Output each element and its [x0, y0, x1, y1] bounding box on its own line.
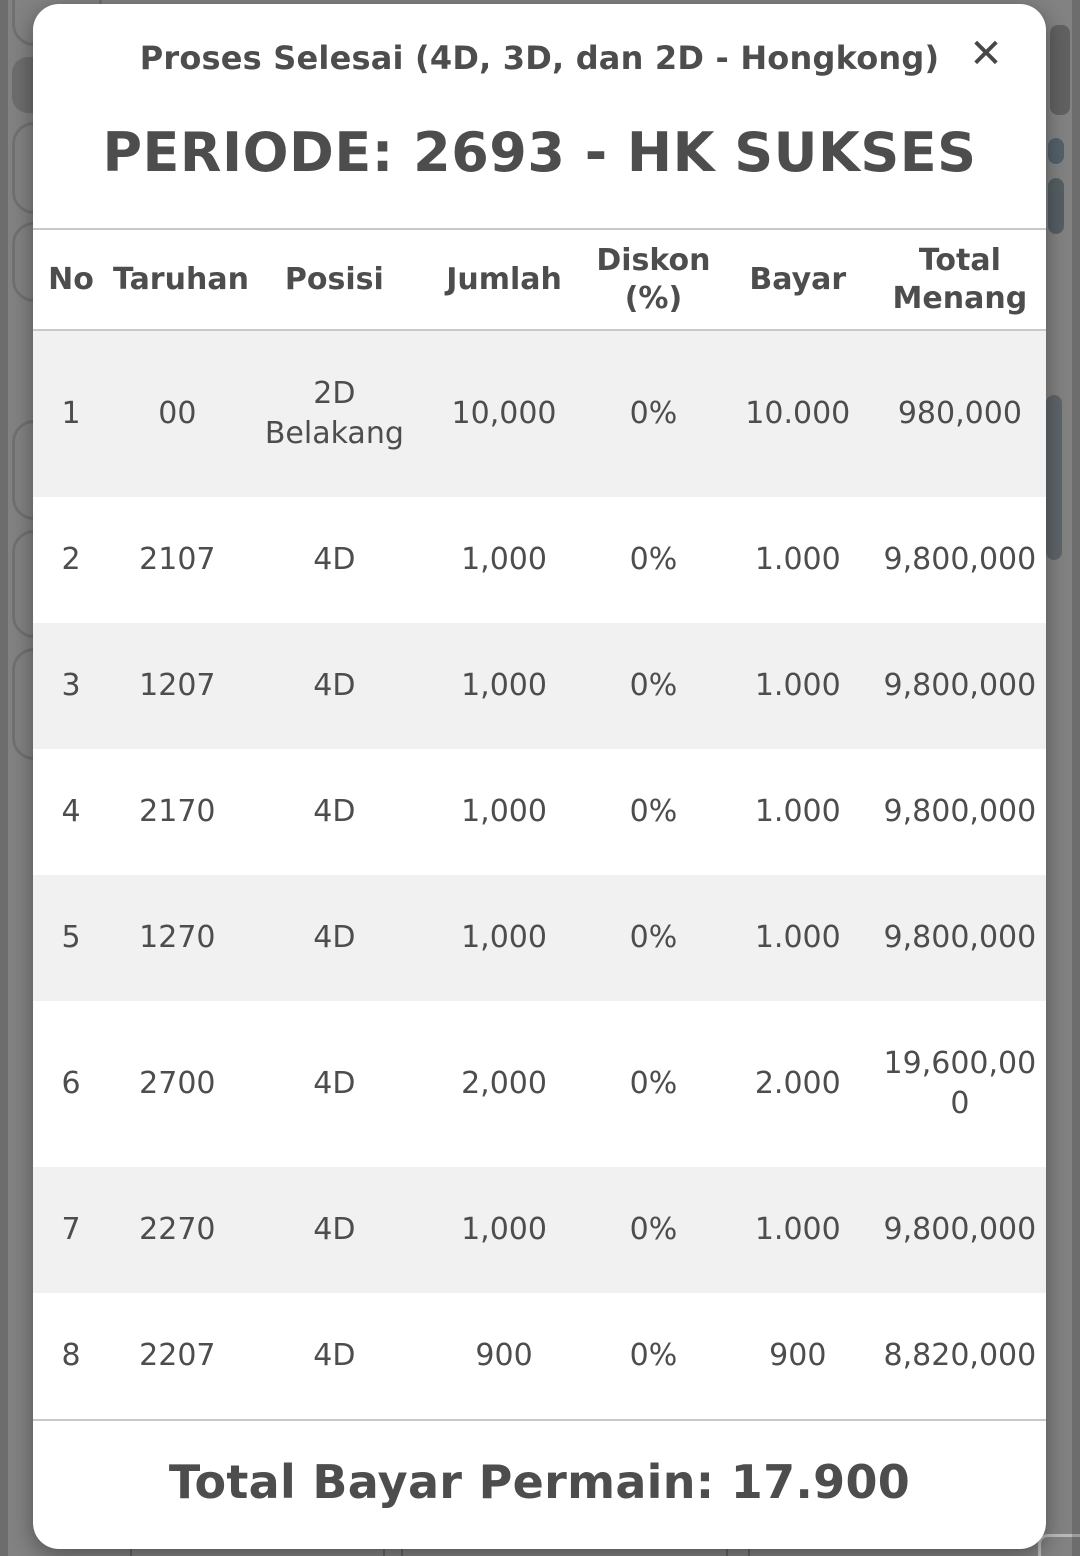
table-row — [33, 623, 1046, 749]
cell-total-menang: 19,600,000 — [883, 1046, 1037, 1122]
modal-header — [33, 4, 1046, 77]
cell-jumlah: 1,000 — [461, 668, 547, 704]
column-header-jumlah: Jumlah — [446, 261, 562, 297]
table-row — [33, 875, 1046, 1001]
cell-diskon: 0% — [629, 396, 678, 432]
cell-taruhan: 2170 — [139, 794, 216, 830]
cell-posisi: 2D Belakang — [264, 376, 404, 452]
cell-jumlah: 1,000 — [461, 920, 547, 956]
cell-no: 8 — [61, 1338, 81, 1374]
column-header-taruhan: Taruhan — [112, 261, 249, 297]
table-row — [33, 1167, 1046, 1293]
cell-total-menang: 9,800,000 — [883, 920, 1037, 956]
table-row — [33, 1293, 1046, 1419]
table-row — [33, 497, 1046, 623]
cell-taruhan: 2270 — [139, 1212, 216, 1248]
column-header-bayar: Bayar — [749, 261, 847, 297]
cell-total-menang: 9,800,000 — [883, 542, 1037, 578]
cell-jumlah: 900 — [475, 1338, 533, 1374]
cell-taruhan: 00 — [158, 396, 197, 432]
cell-jumlah: 1,000 — [461, 794, 547, 830]
cell-jumlah: 1,000 — [461, 542, 547, 578]
cell-total-menang: 8,820,000 — [883, 1338, 1037, 1374]
cell-total-menang: 980,000 — [897, 396, 1022, 432]
cell-total-menang: 9,800,000 — [883, 1212, 1037, 1248]
backdrop-element — [1048, 178, 1064, 234]
cell-posisi: 4D — [313, 1212, 356, 1248]
table-body — [33, 330, 1046, 1419]
cell-posisi: 4D — [313, 542, 356, 578]
cell-taruhan: 1207 — [139, 668, 216, 704]
backdrop-element — [1038, 1534, 1080, 1556]
backdrop-element — [0, 0, 8, 1556]
cell-taruhan: 2207 — [139, 1338, 216, 1374]
cell-taruhan: 2107 — [139, 542, 216, 578]
cell-no: 7 — [61, 1212, 81, 1248]
table-header-row — [33, 229, 1046, 330]
cell-diskon: 0% — [629, 794, 678, 830]
cell-bayar: 1.000 — [754, 668, 841, 704]
backdrop-element — [1048, 138, 1064, 164]
cell-taruhan: 1270 — [139, 920, 216, 956]
backdrop-element — [1046, 395, 1062, 560]
modal-title: Proses Selesai (4D, 3D, dan 2D - Hongkong) — [139, 39, 940, 77]
column-header-no: No — [48, 261, 94, 297]
process-complete-modal — [33, 4, 1046, 1549]
cell-bayar: 900 — [769, 1338, 827, 1374]
cell-posisi: 4D — [313, 1066, 356, 1102]
cell-taruhan: 2700 — [139, 1066, 216, 1102]
close-icon: ✕ — [969, 31, 1003, 77]
cell-bayar: 1.000 — [754, 920, 841, 956]
total-bayar-text: Total Bayar Permain: 17.900 — [168, 1455, 911, 1510]
cell-no: 1 — [61, 396, 81, 432]
cell-diskon: 0% — [629, 1212, 678, 1248]
periode-heading: PERIODE: 2693 - HK SUKSES — [102, 120, 977, 184]
modal-footer — [33, 1419, 1046, 1509]
cell-diskon: 0% — [629, 1066, 678, 1102]
cell-no: 5 — [61, 920, 81, 956]
cell-no: 6 — [61, 1066, 81, 1102]
cell-jumlah: 1,000 — [461, 1212, 547, 1248]
cell-diskon: 0% — [629, 542, 678, 578]
table-row — [33, 749, 1046, 875]
cell-total-menang: 9,800,000 — [883, 794, 1037, 830]
cell-posisi: 4D — [313, 794, 356, 830]
table-row — [33, 330, 1046, 497]
backdrop-element — [1050, 25, 1070, 115]
cell-diskon: 0% — [629, 1338, 678, 1374]
table-row — [33, 1001, 1046, 1167]
close-button[interactable] — [960, 28, 1012, 80]
cell-posisi: 4D — [313, 1338, 356, 1374]
cell-bayar: 10.000 — [745, 396, 851, 432]
cell-bayar: 1.000 — [754, 542, 841, 578]
cell-jumlah: 2,000 — [461, 1066, 547, 1102]
cell-bayar: 1.000 — [754, 794, 841, 830]
cell-posisi: 4D — [313, 668, 356, 704]
cell-posisi: 4D — [313, 920, 356, 956]
cell-total-menang: 9,800,000 — [883, 668, 1037, 704]
cell-diskon: 0% — [629, 668, 678, 704]
cell-bayar: 2.000 — [754, 1066, 841, 1102]
column-header-total-menang: Total Menang — [892, 243, 1028, 316]
column-header-diskon: Diskon (%) — [596, 243, 711, 316]
bets-table — [33, 228, 1046, 1419]
cell-no: 2 — [61, 542, 81, 578]
backdrop-element — [1072, 0, 1080, 1556]
cell-jumlah: 10,000 — [451, 396, 557, 432]
cell-diskon: 0% — [629, 920, 678, 956]
cell-no: 4 — [61, 794, 81, 830]
cell-bayar: 1.000 — [754, 1212, 841, 1248]
cell-no: 3 — [61, 668, 81, 704]
column-header-posisi: Posisi — [284, 261, 384, 297]
